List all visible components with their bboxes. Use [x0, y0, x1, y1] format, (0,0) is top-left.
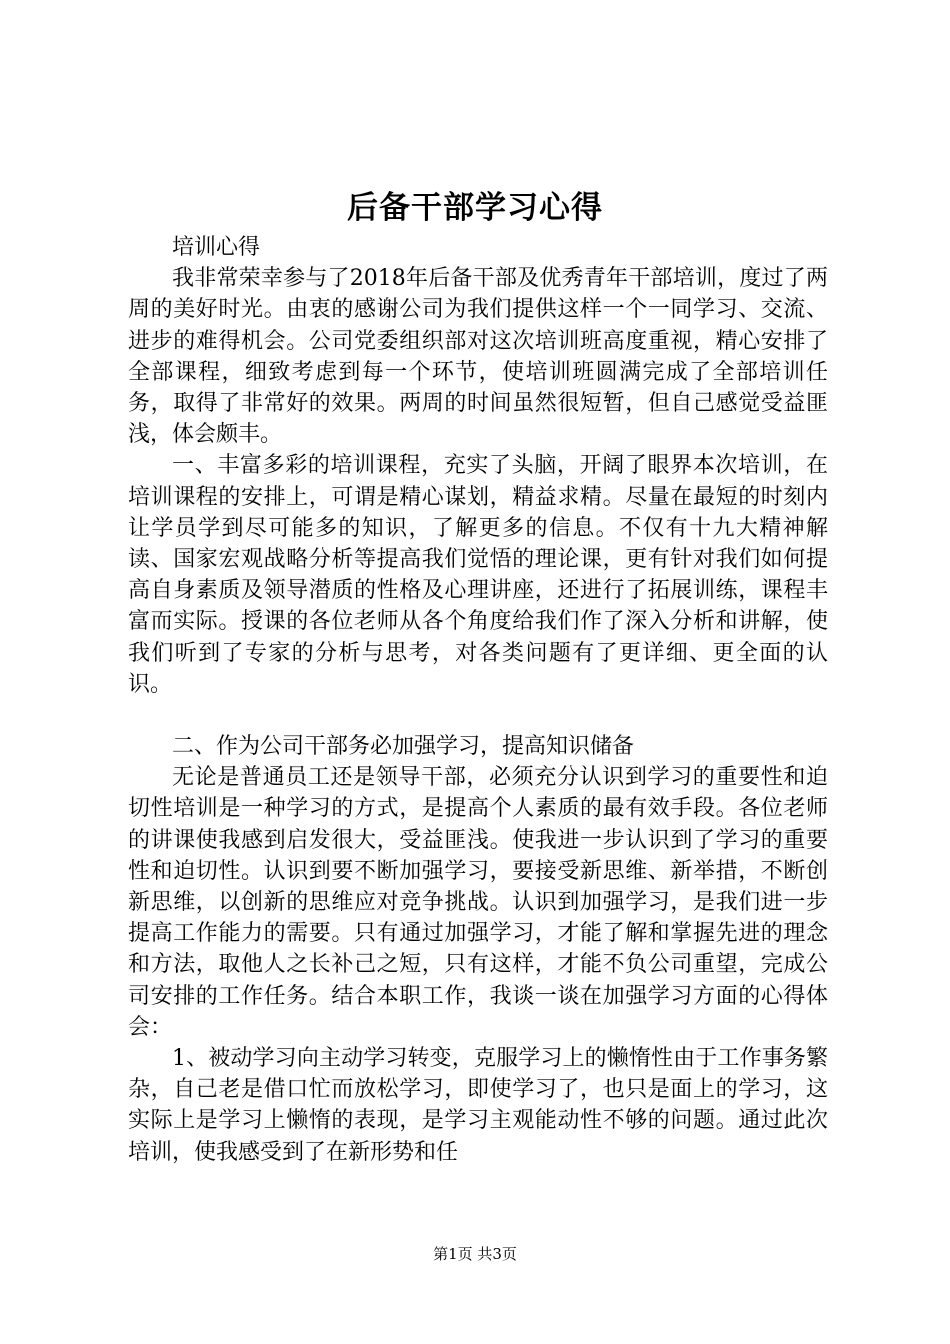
paragraph-heading: 培训心得	[172, 235, 261, 260]
document-body	[128, 232, 828, 1168]
paragraph-section-two: 无论是普通员工还是领导干部，必须充分认识到学习的重要性和迫切性培训是一种学习的方式，是提高个人素质的最有效手段。各位老师的讲课使我感到启发很大，受益匪浅。使我进一步认识到了学习的重要性和迫切性。认识到要不断加强学习，要接受新思维、新举措，不断创新思维，以创新的思维应对竞争挑战。认识到加强学习，是我们进一步提高工作能力的需要。只有通过加强学习，才能了解和掌握先进的理念和方法，取他人之长补己之短，只有这样，才能不负公司重望，完成公司安排的工作任务。结合本职工作，我谈一谈在加强学习方面的心得体会：	[128, 765, 828, 1040]
paragraph-point-one: 1、被动学习向主动学习转变，克服学习上的懒惰性由于工作事务繁杂，自己老是借口忙而放松学习，即使学习了，也只是面上的学习，这实际上是学习上懒惰的表现，是学习主观能动性不够的问题。通过此次培训，使我感受到了在新形势和任	[128, 1046, 828, 1165]
document-title: 后备干部学习心得	[347, 190, 603, 226]
paragraph-section-one: 一、丰富多彩的培训课程，充实了头脑，开阔了眼界本次培训，在培训课程的安排上，可谓是精心谋划，精益求精。尽量在最短的时刻内让学员学到尽可能多的知识，了解更多的信息。不仅有十九大精神解读、国家宏观战略分析等提高我们觉悟的理论课，更有针对我们如何提高自身素质及领导潜质的性格及心理讲座，还进行了拓展训练，课程丰富而实际。授课的各位老师从各个角度给我们作了深入分析和讲解，使我们听到了专家的分析与思考，对各类问题有了更详细、更全面的认识。	[128, 453, 828, 697]
page-number-footer: 第1页 共3页	[433, 1245, 517, 1263]
paragraph-intro: 我非常荣幸参与了2018年后备干部及优秀青年干部培训，度过了两周的美好时光。由衷的感谢公司为我们提供这样一个一同学习、交流、进步的难得机会。公司党委组织部对这次培训班高度重视，精心安排了全部课程，细致考虑到每一个环节，使培训班圆满完成了全部培训任务，取得了非常好的效果。两周的时间虽然很短暂，但自己感觉受益匪浅，体会颇丰。	[128, 266, 828, 448]
paragraph-section-two-heading: 二、作为公司干部务必加强学习，提高知识储备	[172, 734, 635, 760]
